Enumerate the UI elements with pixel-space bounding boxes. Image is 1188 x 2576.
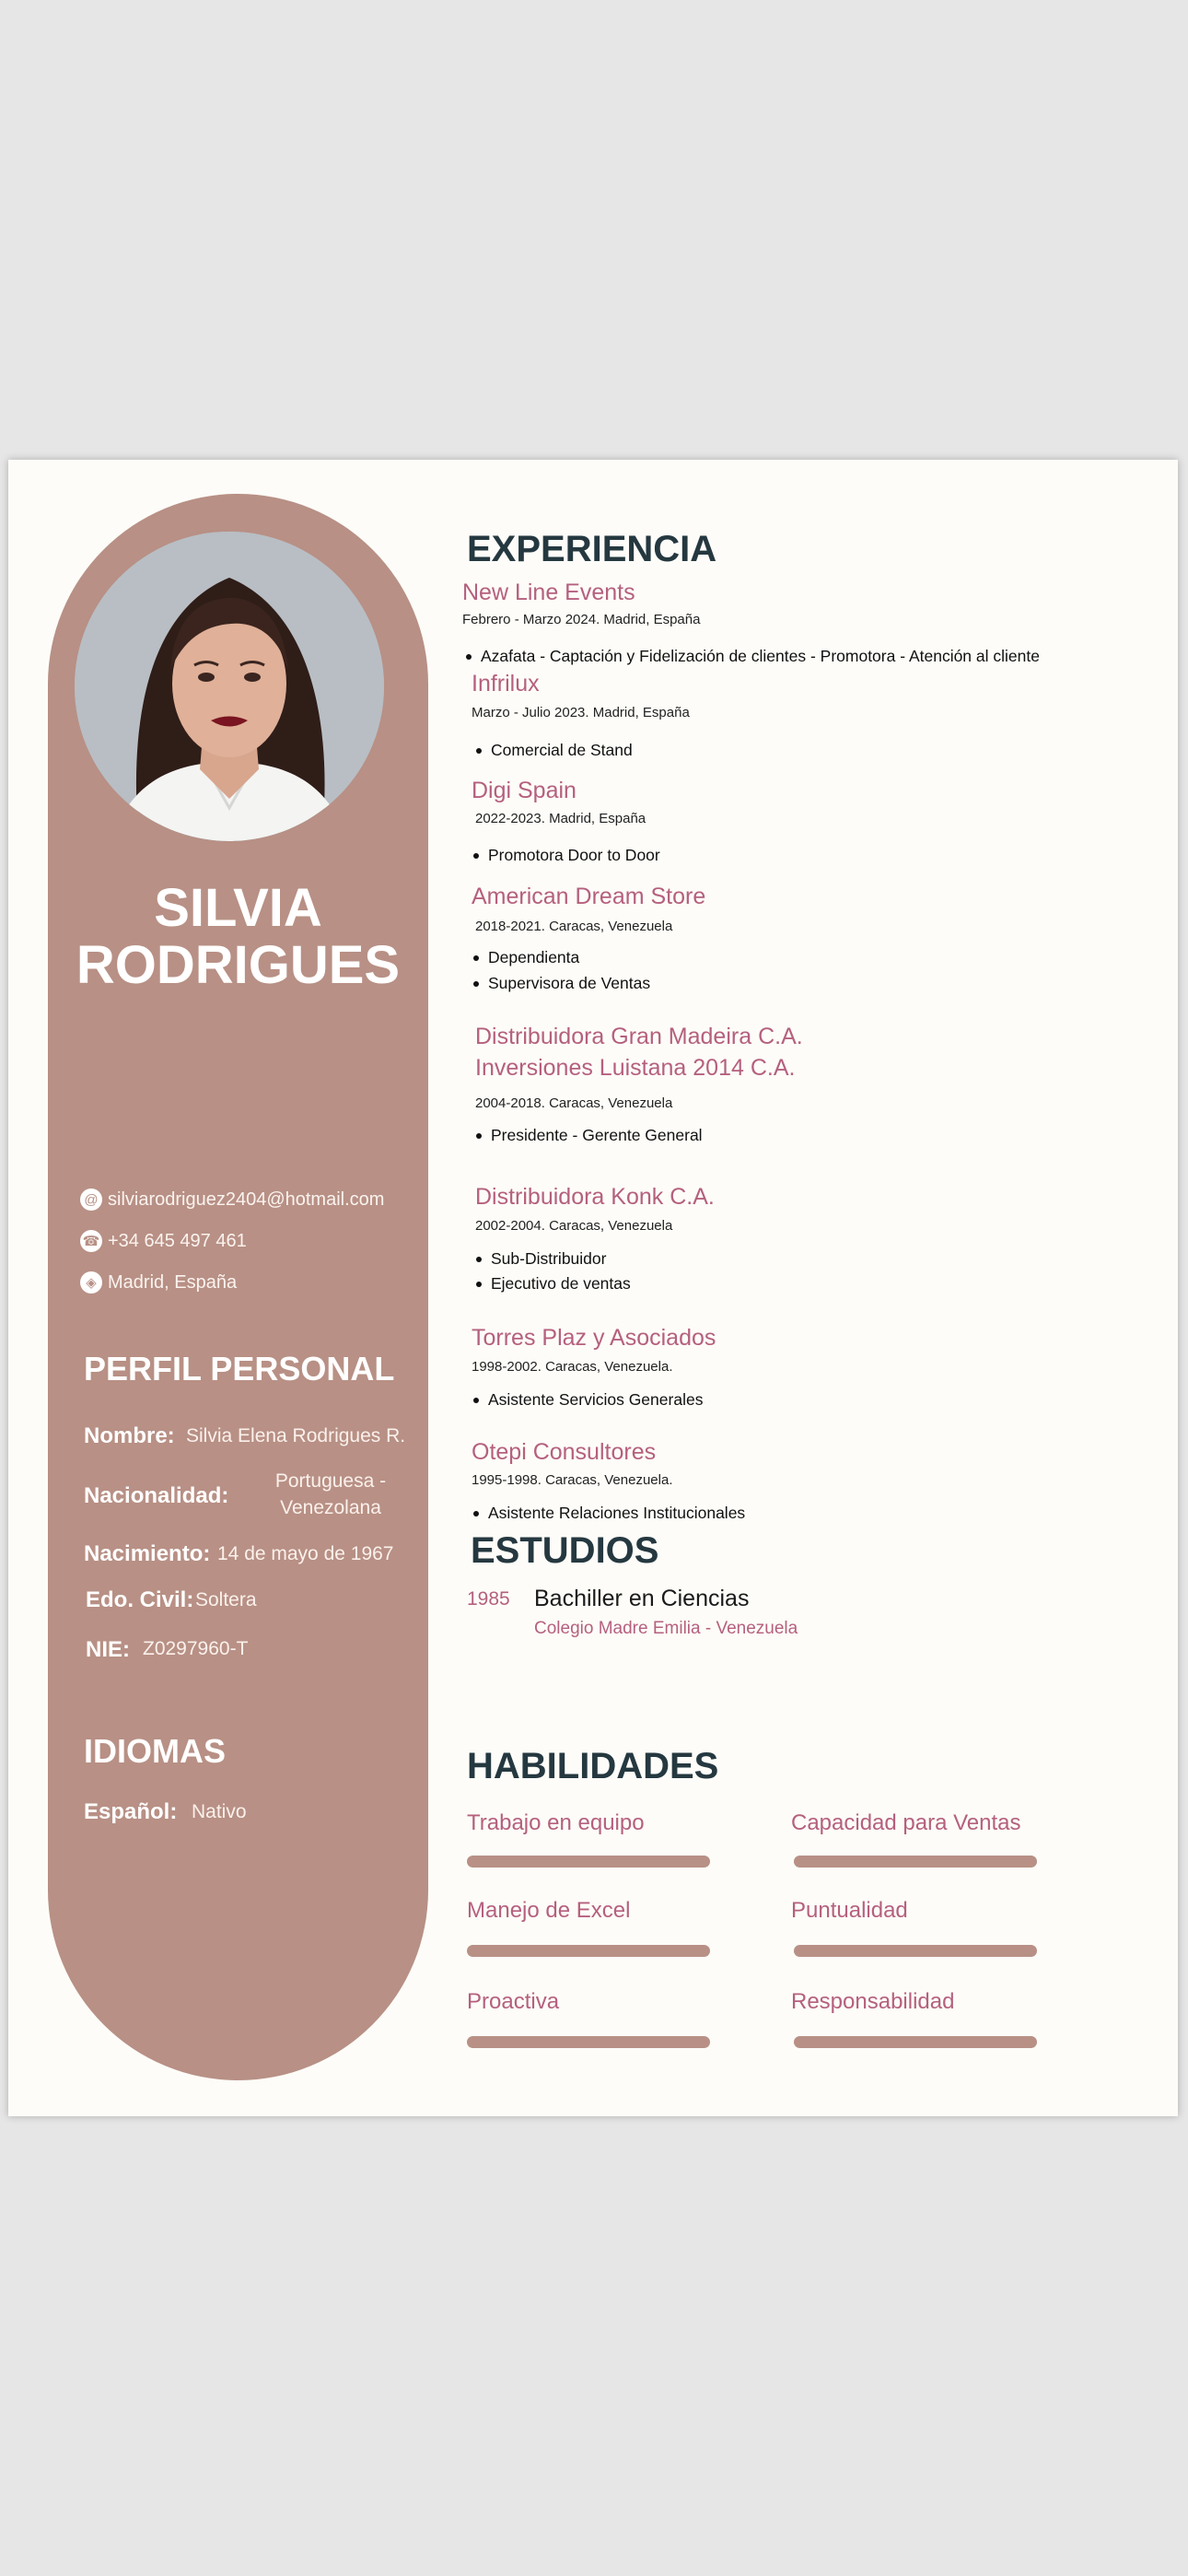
location-text: Madrid, España	[108, 1271, 238, 1293]
job-meta: Marzo - Julio 2023. Madrid, España	[472, 705, 690, 720]
contact-email[interactable]	[80, 1188, 384, 1211]
phone-icon: ☎	[80, 1230, 102, 1252]
globe-icon: ◈	[80, 1271, 102, 1294]
skill-bar	[794, 1856, 1037, 1868]
nie-value: Z0297960-T	[143, 1638, 249, 1659]
contact-phone[interactable]	[80, 1230, 247, 1252]
job-company: Digi Spain	[472, 778, 577, 803]
profile-photo	[75, 532, 384, 841]
job-company-secondary: Inversiones Luistana 2014 C.A.	[475, 1055, 796, 1081]
email-text: silviarodriguez2404@hotmail.com	[108, 1188, 385, 1210]
job-company: Infrilux	[472, 671, 540, 697]
skill-bar	[794, 1945, 1037, 1957]
idioma-label: Español:	[84, 1799, 178, 1824]
resume-page	[8, 460, 1178, 2116]
skill-bar	[794, 2036, 1037, 2048]
job-company: Distribuidora Gran Madeira C.A.	[475, 1024, 803, 1049]
job-meta: Febrero - Marzo 2024. Madrid, España	[462, 612, 701, 627]
first-name: SILVIA	[154, 878, 322, 938]
nacionalidad-label: Nacionalidad:	[84, 1483, 229, 1508]
estudios-year: 1985	[467, 1588, 510, 1610]
job-meta: 2002-2004. Caracas, Venezuela	[475, 1218, 673, 1234]
skill-label: Manejo de Excel	[467, 1898, 631, 1923]
job-item: Asistente Relaciones Institucionales	[488, 1504, 746, 1522]
job-meta: 1995-1998. Caracas, Venezuela.	[472, 1472, 673, 1488]
nacionalidad-value-2: Venezolana	[280, 1497, 381, 1518]
skill-bar	[467, 1945, 710, 1957]
contact-location	[80, 1271, 237, 1294]
estudios-school: Colegio Madre Emilia - Venezuela	[534, 1619, 798, 1638]
job-company: Otepi Consultores	[472, 1439, 657, 1465]
civil-label: Edo. Civil:	[86, 1587, 194, 1612]
civil-value: Soltera	[195, 1589, 257, 1610]
at-icon: @	[80, 1188, 102, 1211]
job-company: Torres Plaz y Asociados	[472, 1325, 716, 1351]
nombre-value: Silvia Elena Rodrigues R.	[186, 1425, 406, 1446]
job-meta: 2022-2023. Madrid, España	[475, 811, 646, 826]
estudios-degree: Bachiller en Ciencias	[534, 1586, 750, 1611]
skill-label: Trabajo en equipo	[467, 1810, 645, 1835]
last-name: RODRIGUES	[76, 935, 401, 995]
job-item: Sub-Distribuidor	[491, 1249, 607, 1268]
idioma-level: Nativo	[192, 1801, 247, 1822]
job-meta: 1998-2002. Caracas, Venezuela.	[472, 1359, 673, 1375]
nombre-label: Nombre:	[84, 1423, 175, 1448]
idiomas-heading: IDIOMAS	[84, 1732, 227, 1770]
nacionalidad-value-1: Portuguesa -	[274, 1470, 387, 1492]
nacimiento-label: Nacimiento:	[84, 1541, 211, 1566]
job-company: Distribuidora Konk C.A.	[475, 1184, 715, 1210]
job-company: American Dream Store	[472, 884, 706, 909]
job-meta: 2018-2021. Caracas, Venezuela	[475, 919, 673, 934]
job-item: Ejecutivo de ventas	[491, 1274, 631, 1293]
nacimiento-value: 14 de mayo de 1967	[217, 1543, 394, 1564]
job-item: Presidente - Gerente General	[491, 1126, 703, 1144]
job-item: Comercial de Stand	[491, 741, 633, 759]
skill-bar	[467, 1856, 710, 1868]
job-item: Asistente Servicios Generales	[488, 1390, 704, 1409]
skill-bar	[467, 2036, 710, 2048]
job-item: Supervisora de Ventas	[488, 974, 651, 992]
job-company: New Line Events	[462, 580, 635, 605]
job-item: Azafata - Captación y Fidelización de clientes - Promotora - Atención al cliente	[481, 647, 1040, 665]
skill-label: Capacidad para Ventas	[791, 1810, 1021, 1835]
skill-label: Responsabilidad	[791, 1989, 955, 2014]
perfil-heading: PERFIL PERSONAL	[84, 1350, 395, 1388]
skill-label: Puntualidad	[791, 1898, 908, 1923]
nie-label: NIE:	[86, 1637, 130, 1662]
skill-label: Proactiva	[467, 1989, 560, 2014]
habilidades-heading: HABILIDADES	[467, 1746, 719, 1786]
job-item: Dependienta	[488, 948, 580, 966]
experiencia-heading: EXPERIENCIA	[467, 529, 717, 569]
name-heading	[48, 880, 428, 994]
job-item: Promotora Door to Door	[488, 846, 660, 864]
job-meta: 2004-2018. Caracas, Venezuela	[475, 1095, 673, 1111]
estudios-heading: ESTUDIOS	[471, 1530, 659, 1571]
phone-text: +34 645 497 461	[108, 1230, 247, 1251]
